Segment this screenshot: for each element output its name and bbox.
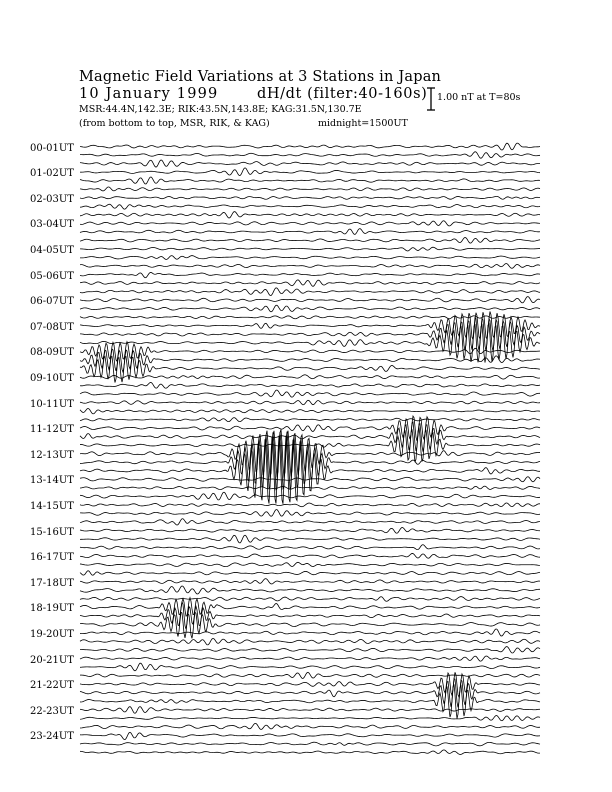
station-trace [80,400,540,404]
station-trace [80,382,540,388]
hour-label: 11-12UT [30,424,74,436]
hour-label: 08-09UT [30,347,74,359]
station-trace [80,187,540,191]
hour-label: 07-08UT [30,321,74,333]
station-trace [80,196,540,199]
hour-label: 15-16UT [30,526,74,538]
station-trace [80,597,540,602]
station-trace [80,432,540,490]
hour-label: 19-20UT [30,628,74,640]
hour-label: 13-14UT [30,475,74,487]
station-trace [80,647,540,653]
hour-label: 16-17UT [30,552,74,564]
hour-label: 22-23UT [30,705,74,717]
hour-label: 06-07UT [30,296,74,308]
station-trace [80,571,540,575]
hour-label: 18-19UT [30,603,74,615]
station-trace [80,672,540,678]
station-trace [80,212,540,218]
station-trace [80,602,540,630]
hour-label: 05-06UT [30,270,74,282]
station-trace [80,638,540,644]
hour-label: 03-04UT [30,219,74,231]
station-trace [80,177,540,184]
station-trace [80,579,540,584]
hour-label: 01-02UT [30,168,74,180]
hour-label: 00-01UT [30,142,74,154]
station-trace [80,750,540,755]
station-trace [80,477,540,482]
station-trace [80,272,540,277]
station-trace [80,316,540,319]
station-trace [80,264,540,269]
station-trace [80,598,540,616]
hour-label: 23-24UT [30,731,74,743]
station-trace [80,247,540,251]
station-trace [80,629,540,636]
hour-label: 12-13UT [30,449,74,461]
station-trace [80,510,540,517]
quantity-filter: dH/dt (filter:40-160s) [257,86,428,102]
station-trace [80,237,540,243]
station-trace [80,297,540,303]
station-order-note: (from bottom to top, MSR, RIK, & KAG) [79,118,270,129]
station-trace [80,503,540,507]
station-trace [80,656,540,661]
station-trace [80,256,540,260]
station-trace [80,221,540,226]
station-trace [80,305,540,312]
hour-label: 02-03UT [30,193,74,205]
station-trace [80,160,540,167]
hour-label: 04-05UT [30,244,74,256]
hour-label: 21-22UT [30,680,74,692]
scale-bar [427,88,435,110]
trace-group [80,143,540,754]
station-trace [80,375,540,379]
station-trace [80,527,540,533]
chart-date: 10 January 1999 [79,86,219,102]
station-trace [80,663,540,671]
hour-label: 17-18UT [30,577,74,589]
station-trace [80,492,540,500]
station-trace [80,418,540,422]
station-coordinates: MSR:44.4N,142.3E; RIK:43.5N,143.8E; KAG:31.5N,130.7E [79,104,362,115]
station-trace [80,152,540,159]
station-trace [80,553,540,558]
station-trace [80,229,540,235]
hour-label: 10-11UT [30,398,74,410]
station-trace [80,519,540,525]
station-trace [80,716,540,721]
station-trace [80,742,540,746]
station-trace [80,288,540,296]
station-trace [80,204,540,209]
station-trace [80,408,540,413]
station-trace [80,586,540,594]
station-trace [80,732,540,739]
scale-bar-label: 1.00 nT at T=80s [437,92,521,103]
station-trace [80,684,540,718]
station-trace [80,535,540,543]
hour-label: 20-21UT [30,654,74,666]
station-trace [80,562,540,566]
station-trace [80,143,540,150]
station-trace [80,168,540,176]
station-trace [80,280,540,286]
hour-label: 14-15UT [30,500,74,512]
chart-title: Magnetic Field Variations at 3 Stations in Japan [79,69,442,85]
station-trace [80,545,540,550]
hour-label: 09-10UT [30,372,74,384]
station-trace [80,723,540,729]
station-trace [80,390,540,397]
midnight-note: midnight=1500UT [318,118,408,129]
